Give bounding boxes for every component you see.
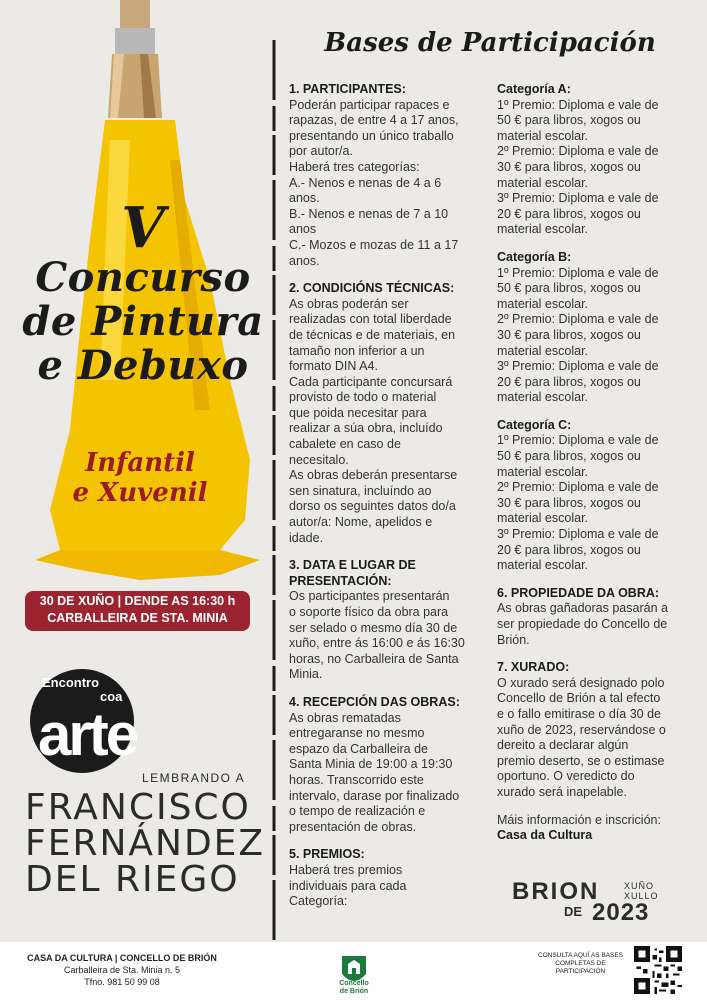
rules-line: necesitalo. <box>289 452 349 467</box>
rules-line: 3º Premio: Diploma e vale de <box>497 527 659 542</box>
rules-line: xuño, entre ás 16:00 e ás 16:30 <box>289 636 465 651</box>
brion-months <box>624 881 659 901</box>
rules-section <box>289 847 489 909</box>
rules-section <box>497 82 687 238</box>
event-date-badge <box>25 591 250 631</box>
rules-line: xurado será inapelable. <box>497 784 627 799</box>
rules-line: entregaranse no mesmo <box>289 726 425 741</box>
qr-caption: CONSULTA AQUÍ AS BASES COMPLETAS DE PARTICIPACIÓN <box>538 952 624 975</box>
rules-line: A.- Nenos e nenas de 4 a 6 <box>289 175 442 190</box>
rules-line: 1º Premio: Diploma e vale de <box>497 97 659 112</box>
rules-line: e o fallo emitirase o día 30 de <box>497 706 661 721</box>
rules-column-left <box>289 82 489 922</box>
honoree-name <box>25 787 266 900</box>
bases-title: Bases de Participación <box>324 28 656 58</box>
rules-line: 20 € para libros, xogos ou <box>497 206 641 221</box>
rules-section-title: Categoría C: <box>497 417 572 432</box>
footer-address: Carballeira de Sta. Minia n. 5 <box>63 965 181 975</box>
rules-line: oportuno. O veredicto do <box>497 769 635 784</box>
more-info <box>497 813 687 844</box>
rules-section <box>289 82 489 269</box>
rules-line: horas. Transcorrido este <box>289 772 424 787</box>
logo-encontro-text: Encontro <box>42 675 100 690</box>
rules-line: 50 € para libros, xogos ou <box>497 449 641 464</box>
rules-line: material escolar. <box>497 343 589 358</box>
rules-section-body <box>289 297 489 547</box>
rules-line: cabalete en caso de <box>289 437 401 452</box>
honoree-line-1: FRANCISCO <box>25 787 251 828</box>
rules-line: anos. <box>289 253 320 268</box>
rules-section <box>497 586 687 648</box>
rules-line: intervalo, darase por finalizado <box>289 788 460 803</box>
rules-line: 2º Premio: Diploma e vale de <box>497 312 659 327</box>
rules-line: As obras gañadoras pasarán a <box>497 601 668 616</box>
rules-line: tamaño non inferior a un <box>289 343 425 358</box>
title-line-1: Concurso <box>35 254 251 301</box>
brion-year: 2023 <box>592 899 650 926</box>
rules-section <box>289 695 489 835</box>
rules-line: individuais para cada <box>289 878 407 893</box>
rules-section-title: 4. RECEPCIÓN DAS OBRAS: <box>289 694 460 709</box>
title-line-3: e Debuxo <box>37 342 249 389</box>
rules-section <box>497 418 687 574</box>
concello-logo-line-2: de Brión <box>339 988 369 995</box>
rules-line: o tempo de realización e <box>289 804 426 819</box>
rules-section-title: 7. XURADO: <box>497 660 570 675</box>
rules-line: idade. <box>289 530 324 545</box>
honoree-line-2: FERNÁNDEZ <box>25 823 266 864</box>
rules-line: Brión. <box>497 632 530 647</box>
rules-line: material escolar. <box>497 390 589 405</box>
rules-line: que poida necesitar para <box>289 405 427 420</box>
rules-line: espazo da Carballeira de <box>289 741 428 756</box>
footer-contact <box>22 952 222 988</box>
brion-month-1: XUÑO <box>624 881 655 891</box>
footer <box>0 942 707 1000</box>
subtitle-line-2: e Xuvenil <box>72 478 208 508</box>
rules-line: Haberá tres categorías: <box>289 159 420 174</box>
rules-line: 2º Premio: Diploma e vale de <box>497 144 659 159</box>
rules-line: ser selado o mesmo día 30 de <box>289 620 458 635</box>
rules-line: 30 € para libros, xogos ou <box>497 327 641 342</box>
rules-section <box>497 250 687 406</box>
rules-line: Categoría: <box>289 894 348 909</box>
rules-line: sen sinatura, incluíndo ao <box>289 483 432 498</box>
rules-section-body <box>497 98 687 238</box>
rules-section-body <box>289 711 489 836</box>
rules-line: material escolar. <box>497 175 589 190</box>
rules-line: Poderán participar rapaces e <box>289 97 450 112</box>
rules-line: Minia. <box>289 667 323 682</box>
rules-line: As obras poderán ser <box>289 296 409 311</box>
rules-section-body <box>497 676 687 801</box>
rules-line: 1º Premio: Diploma e vale de <box>497 265 659 280</box>
concello-logo-line-1: Concello <box>339 980 369 987</box>
rules-line: material escolar. <box>497 464 589 479</box>
rules-line: horas, no Carballeira de Santa <box>289 651 459 666</box>
rules-line: As obras rematadas <box>289 710 401 725</box>
rules-line: realizadas con total liberdade <box>289 312 452 327</box>
rules-section-title: Categoría B: <box>497 249 572 264</box>
rules-line: Os participantes presentarán <box>289 589 450 604</box>
rules-section-title: 6. PROPIEDADE DA OBRA: <box>497 585 660 600</box>
lembrando-label: LEMBRANDO A <box>142 771 246 785</box>
rules-line: autor/a: Nome, apelidos e <box>289 515 433 530</box>
rules-line: material escolar. <box>497 128 589 143</box>
rules-line: material escolar. <box>497 222 589 237</box>
rules-line: formato DIN A4. <box>289 359 378 374</box>
rules-line: dereito a declarar algún <box>497 738 629 753</box>
rules-section <box>289 558 489 683</box>
rules-section-body <box>289 98 489 270</box>
rules-line: 50 € para libros, xogos ou <box>497 113 641 128</box>
rules-line: provisto de todo o material <box>289 390 437 405</box>
rules-line: B.- Nenos e nenas de 7 a 10 <box>289 206 449 221</box>
logo-arte-text: arte <box>38 701 137 768</box>
brion-month-2: XULLO <box>624 891 659 901</box>
rules-section-body <box>497 433 687 573</box>
rules-section-body <box>289 863 489 910</box>
rules-line: Concello de Brión a tal efecto <box>497 691 661 706</box>
rules-section-title: 2. CONDICIÓNS TÉCNICAS: <box>289 281 455 296</box>
rules-line: presentando un único traballo <box>289 128 454 143</box>
event-place: CARBALLEIRA DE STA. MINIA <box>47 611 228 625</box>
rules-line: 2º Premio: Diploma e vale de <box>497 480 659 495</box>
contest-subtitle <box>55 448 225 508</box>
rules-line: 3º Premio: Diploma e vale de <box>497 359 659 374</box>
rules-line: 50 € para libros, xogos ou <box>497 281 641 296</box>
rules-section-body <box>497 601 687 648</box>
brion-event-logo <box>512 878 682 928</box>
rules-section-title: 3. DATA E LUGAR DE PRESENTACIÓN: <box>289 558 416 588</box>
footer-phone: Tfno. 981 50 99 08 <box>84 977 160 987</box>
rules-line: material escolar. <box>497 558 589 573</box>
rules-line: 20 € para libros, xogos ou <box>497 542 641 557</box>
rules-line: dorso os seguintes datos do/a <box>289 499 456 514</box>
footer-title: CASA DA CULTURA | CONCELLO DE BRIÓN <box>27 953 217 963</box>
more-info-text: Máis información e inscrición: <box>497 812 661 827</box>
rules-line: Haberá tres premios <box>289 862 403 877</box>
event-date: 30 DE XUÑO | DENDE AS 16:30 h <box>39 594 236 608</box>
rules-section-body <box>289 589 489 683</box>
more-info-place: Casa da Cultura <box>497 828 593 843</box>
rules-column-right <box>497 82 687 844</box>
rules-line: o soporte físico da obra para <box>289 605 449 619</box>
rules-line: Cada participante concursará <box>289 374 453 389</box>
rules-line: 30 € para libros, xogos ou <box>497 159 641 174</box>
rules-line: Santa Minia de 19:00 a 19:30 <box>289 757 453 772</box>
rules-line: 1º Premio: Diploma e vale de <box>497 433 659 448</box>
rules-line: 20 € para libros, xogos ou <box>497 374 641 389</box>
rules-line: C.- Mozos e mozas de 11 a 17 <box>289 237 459 252</box>
rules-line: material escolar. <box>497 296 589 311</box>
rules-line: O xurado será designado polo <box>497 675 665 690</box>
rules-line: 30 € para libros, xogos ou <box>497 495 641 510</box>
contest-title <box>18 195 268 389</box>
logo-coa-text: coa <box>100 689 123 704</box>
rules-line: anos. <box>289 191 320 206</box>
rules-line: material escolar. <box>497 511 589 526</box>
concello-logo-text <box>326 980 382 996</box>
rules-section-body <box>497 266 687 406</box>
rules-section-title: Categoría A: <box>497 82 571 96</box>
edition-number: V <box>121 195 165 261</box>
qr-code[interactable] <box>634 946 682 994</box>
column-divider <box>270 40 278 945</box>
rules-line: As obras deberán presentarse <box>289 468 458 483</box>
brion-de: DE <box>564 904 583 919</box>
rules-line: ser propiedade do Concello de <box>497 617 668 631</box>
rules-line: premio deserto, se o estimase <box>497 753 665 768</box>
rules-line: de técnicas e de materiais, en <box>289 327 456 342</box>
rules-section-title: 5. PREMIOS: <box>289 847 365 862</box>
rules-line: xuño de 2023, reservándose o <box>497 722 666 737</box>
rules-section <box>497 660 687 800</box>
rules-line: por autor/a. <box>289 144 353 159</box>
rules-line: anos <box>289 222 317 237</box>
brion-word: BRION <box>512 878 600 905</box>
rules-line: realizar a súa obra, incluído <box>289 421 443 436</box>
rules-section <box>289 281 489 546</box>
subtitle-line-1: Infantil <box>85 448 195 478</box>
encontro-coa-arte-logo <box>30 665 250 775</box>
rules-line: presentación de obras. <box>289 819 417 834</box>
rules-line: rapazas, de entre 4 a 17 anos, <box>289 113 459 128</box>
title-line-2: de Pintura <box>22 298 264 345</box>
rules-section-title: 1. PARTICIPANTES: <box>289 82 406 96</box>
rules-line: 3º Premio: Diploma e vale de <box>497 191 659 206</box>
honoree-line-3: DEL RIEGO <box>25 859 240 900</box>
